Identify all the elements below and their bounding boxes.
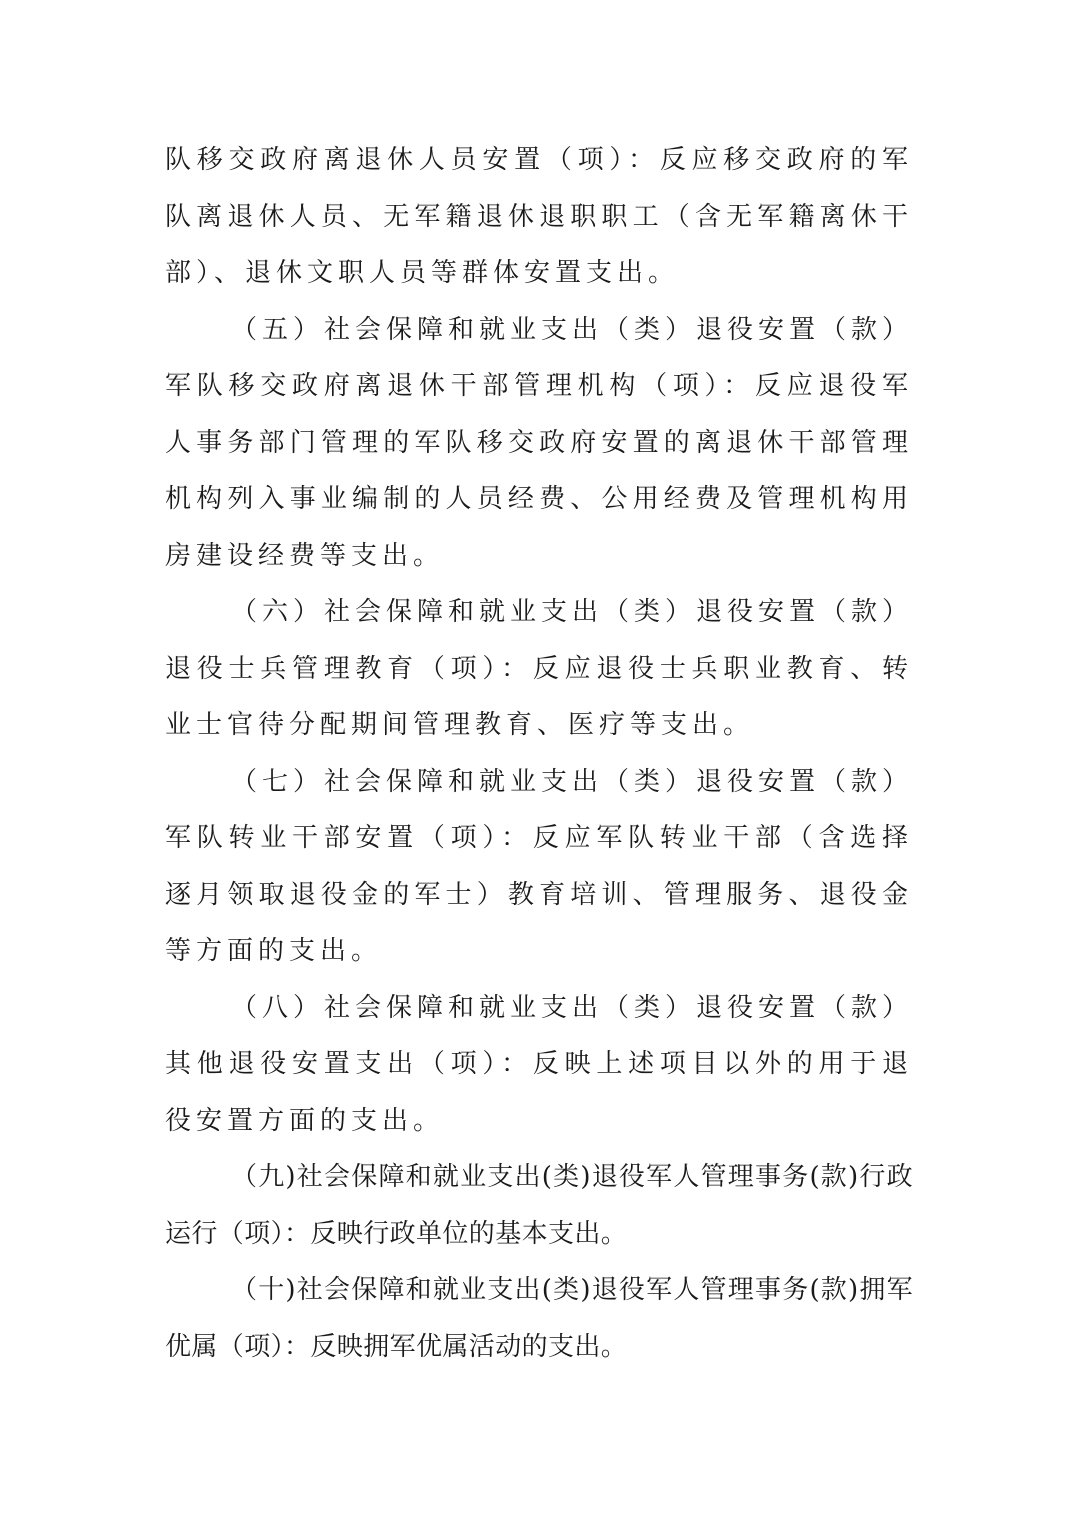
paragraph-continuation: 队移交政府离退休人员安置（项）：反应移交政府的军队离退休人员、无军籍退休退职职工（含无军籍离休干部）、退休文职人员等群体安置支出。 — [165, 145, 913, 288]
paragraph-item-9: （九)社会保障和就业支出(类)退役军人管理事务(款)行政运行（项）：反映行政单位的基本支出。 — [165, 1162, 913, 1249]
document-body — [165, 132, 913, 1375]
paragraph-item-8: （八）社会保障和就业支出（类）退役安置（款） 其他退役安置支出（项）：反映上述项目以外的用于退役安置方面的支出。 — [165, 992, 914, 1136]
paragraph-item-5: （五）社会保障和就业支出（类）退役安置（款） 军队移交政府离退休干部管理机构（项）：反应退役军人事务部门管理的军队移交政府安置的离退休干部管理机构列入事业编制的人员经费、公用经费及管理机构用房建设经费等支出。 — [165, 314, 914, 571]
paragraph-item-7: （七）社会保障和就业支出（类）退役安置（款） 军队转业干部安置（项）：反应军队转业干部（含选择逐月领取退役金的军士）教育培训、管理服务、退役金等方面的支出。 — [165, 766, 914, 966]
paragraph-item-10: （十)社会保障和就业支出(类)退役军人管理事务(款)拥军优属（项）：反映拥军优属活动的支出。 — [165, 1275, 913, 1362]
paragraph-item-6: （六）社会保障和就业支出（类）退役安置（款） 退役士兵管理教育（项）：反应退役士兵职业教育、转业士官待分配期间管理教育、医疗等支出。 — [165, 597, 914, 740]
